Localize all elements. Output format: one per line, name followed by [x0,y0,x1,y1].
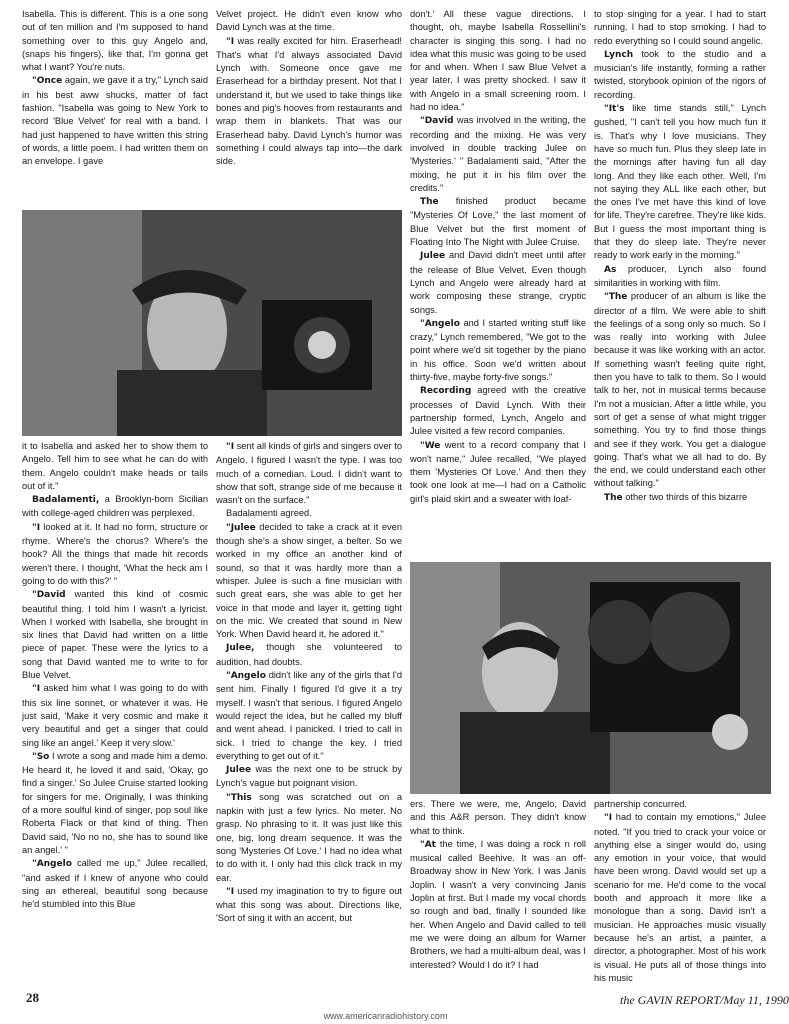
paragraph [22,682,208,749]
column-3-top [410,8,586,556]
paragraph [410,384,586,438]
paragraph [216,8,402,35]
paragraph-lead: Badalamenti, [32,495,100,506]
paragraph-text: was the next one to be struck by Lynch's vague but poignant vision. [216,764,402,789]
paragraph [594,798,766,811]
paragraph-text: to stop singing for a year. I had to start running. I had to stop smoking. I had to redo everything so I could sound angelic. [594,9,766,46]
paragraph-lead: "I [226,36,235,47]
paragraph-text: partnership concurred. [594,799,688,809]
photo-lynch-camera [22,210,402,436]
paragraph-lead: "I [604,813,613,824]
paragraph-text: Velvet project. He didn't even know who David Lynch was at the time. [216,9,402,33]
paragraph-text: the time, I was doing a rock n roll musical called Beehive. It was an off-Broadway show in New York. I was Janis Joplin. I wasn't a very convincing Janis Joplin at first. But I made my vocal chords so rough and bad, finally I sounded like her. When Angelo and David called to tell me we were doing an album for Warner Brothers, we had a multi-album deal, was I interested? Would I do it? I had [410,838,586,970]
paragraph-lead: "Angelo [32,859,72,870]
paragraph-text: again, we gave it a try," Lynch said in his best aww shucks, matter of fact fashion. "Isabella was going to New York to record 'Blue Velvet' for real with a band. I had just happened to have written this string of words, a little poem. I had written them on an envelope. I gave [22,75,208,167]
paragraph-lead: "I [226,886,235,897]
paragraph [22,8,208,74]
paragraph-lead: "I [226,442,235,452]
paragraph-lead: "I [32,522,41,533]
paragraph [410,195,586,249]
paragraph [216,35,402,169]
paragraph-text: used my imagination to try to figure out what this song was about. Directions like, 'Sort of sing it with an accent, but [216,885,402,924]
paragraph-text: decided to take a crack at it even though she's a show singer, a belter. So we worked in my office an another kind of sound, so that it was hardly more than a whisper. Julee is such a fine musician with such great ears, she was able to get her voice in that mode and layer it, getting tight on the mic. We created that sound in New York. When David heard it, he adored it." [216,521,402,640]
paragraph [22,857,208,911]
photo-smiling-camera [410,562,771,794]
paragraph-lead: "David [32,590,66,601]
paragraph-text: ers. There we were, me, Angelo, David and this A&R person. They didn't know what to think. [410,799,586,836]
paragraph-text: was involved in the writing, the recording and the mixing. He was very involved in double tracking Julee on 'Mysteries.' " Badalamenti said, "After the mixing, he put it in his film over the credits." [410,115,586,193]
paragraph-text: song was scratched out on a napkin with just a few lyrics. No meter. No grasp. No phrasing to it. It was just like this one, big, long dream sequence. It was the song 'Mysteries Of Love.' I had no idea what to do with it. I only had this click track in my ear. [216,791,402,883]
paragraph-text: wanted this kind of cosmic beautiful thing. I told him I wasn't a lyricist. When I worked with Isabella, she brought in six lines that David had written on a little piece of paper. These were the lyrics to a song that David wanted me to write to for Blue Velvet. [22,589,208,681]
paragraph-text: it to Isabella and asked her to show them to Angelo. Tell him to see what he can do with them. Angelo couldn't make heads or tails out of it." [22,441,208,491]
paragraph [216,885,402,926]
paragraph [594,263,766,291]
paragraph [594,102,766,263]
paragraph-lead: The [604,492,623,503]
paragraph [594,48,766,102]
paragraph [410,838,586,972]
column-4-bottom [594,798,766,998]
paragraph [216,521,402,642]
paragraph [410,317,586,384]
page-number: 28 [26,990,39,1005]
paragraph [22,493,208,521]
paragraph-lead: "This [226,792,252,803]
photo-smiling-camera-shapes [410,562,771,794]
paragraph [594,8,766,48]
paragraph-text: and David didn't meet until after the release of Blue Velvet. Even though Lynch and Angelo were already hard at work composing these strange, cryptic songs. [410,250,586,315]
paragraph [216,763,402,791]
paragraph-text: producer of an album is like the director of a film. We were able to shift the feelings of a song only so much. So I was really into working with Julee because it was like working with an actor. If something wasn't feeling quite right, then you have to talk to them. So I would talk to her, not in musical terms because I'm not a musician. After a little while, you sort of get a sense of what might trigger something. You try to find those things and see if they work. You get a dialogue going. That's what we all had to do. By the end, we could understand each other without talking." [594,291,766,489]
paragraph-lead: "At [420,839,436,850]
paragraph-lead: "The [604,292,628,303]
paragraph [594,290,766,490]
paragraph-text: other two thirds of this bizarre [622,491,748,502]
paragraph-text: called me up," Julee recalled, "and asked if I knew of anyone who could sing an ethereal, beautiful song because he'd stumbled into this Blue [22,858,208,910]
paragraph-text: don't.' All these vague directions. I thought, oh, maybe Isabella Rossellini's character is singing this song. I had no idea what this music was going to be used for and when. When I saw Blue Velvet a year later, I was pretty shocked. I saw it with Angelo in a small screening room. I had no idea." [410,9,586,113]
paragraph [594,491,766,505]
paragraph-lead: Julee [420,251,446,262]
column-4-top [594,8,766,556]
paragraph [410,798,586,838]
paragraph [22,750,208,857]
paragraph-text: a Brooklyn-born Sicilian with college-aged children was perplexed. [22,494,208,519]
paragraph [594,811,766,985]
running-footer: the GAVIN REPORT/May 11, 1990 [620,993,789,1007]
paragraph-lead: As [604,264,617,275]
paragraph-text: though she volunteered to audition, had doubts. [216,642,402,667]
paragraph-lead: "Once [32,76,63,87]
paragraph-text: Isabella. This is different. This is a one song out of ten million and I'm supposed to hand something over to this guy Angelo and, (snaps his fingers), like that, I'm gonna get what I want? You're nuts. [22,9,208,73]
paragraph [410,114,586,195]
paragraph-lead: "Angelo [226,671,266,682]
paragraph-lead: Recording [420,386,472,397]
paragraph-lead: Julee [226,765,252,776]
paragraph [22,588,208,682]
paragraph-lead: "Angelo [420,318,460,329]
paragraph-text: didn't like any of the girls that I'd sent him. Finally I figured I'd give it a try myself. I wasn't that serious. I figured Angelo would reject the idea, but he called my bluff and went ahead. I panicked. I tried to call in sick. I tried to change the key. I tried everything to get out of it." [216,670,402,761]
paragraph-text: had to contain my emotions," Julee noted. "If you tried to crack your voice or anything else a singer would do, using any emotion in your voice, that would have been wrong. David would set up a scenario for me. He'd come to the vocal booth and approach it more like a monologue than a song. David isn't a musician. He approaches music visually because he's an artist, a painter, a director, a photographer. Most of his work is visual. He puts all of those things into his music [594,812,766,983]
paragraph-text: finished product became "Mysteries Of Love," the last moment of Blue Velvet but the first moment of Floating Into The Night with Julee Cruise. [410,196,586,248]
paragraph-lead: "We [420,440,441,451]
paragraph [22,440,208,493]
paragraph-text: looked at it. It had no form, structure or rhyme. Where's the chorus? Where's the hook? All the things that made hit records weren't there. I thought, 'What the heck am I going to do with this?' " [22,521,208,586]
column-1-bottom [22,440,208,998]
column-1-top [22,8,208,204]
paragraph-lead: "Julee [226,522,256,533]
paragraph-text: sent all kinds of girls and singers over to Angelo. I figured I wasn't the type. I was too much of a comedian. Loud. I didn't want to show that soft, strange side of me because it wasn't on the surface." [216,441,402,506]
paragraph-lead: "So [32,751,50,762]
source-url: www.americanradiohistory.com [323,1011,448,1021]
paragraph [216,507,402,520]
paragraph-text: went to a record company that I won't name," Julee recalled, "We played them 'Mysteries Of Love.' And then they took one look at me—I had on a Catholic girl's plaid skirt and a sweater with loaf- [410,439,586,504]
column-2-top [216,8,402,204]
paragraph-text: Badalamenti agreed. [226,508,312,519]
paragraph-lead: Julee, [226,643,255,654]
paragraph [22,521,208,588]
paragraph-text: producer, Lynch also found similarities in working with film. [594,263,766,288]
paragraph-lead: "It's [604,104,625,115]
paragraph [216,440,402,507]
paragraph [410,439,586,506]
paragraph-text: agreed with the creative processes of David Lynch. With their partnership formed, Lynch, Angelo and Julee visited a few record companies. [410,385,586,437]
column-3-bottom [410,798,586,998]
paragraph-text: asked him what I was going to do with this six line sonnet, or whatever it was. He just said, 'Make it very cosmic and make it very beautiful and get a singer that could sing like an angel.' Keep it very slow.' [22,683,208,748]
paragraph-lead: "David [420,116,454,127]
paragraph [216,791,402,885]
paragraph-lead: The [420,197,439,208]
paragraph [216,641,402,669]
paragraph-text: was really excited for him. Eraserhead! That's what I'd always associated David Lynch with. Someone once gave me Eraserhead for a birthday present. Not that I understand it, but we used to take things like bones and pig's hooves from restaurants and wrap them in blankets. That was our Eraserhead baby. David Lynch's humor was something I could always tap into—the dark side. [216,35,402,167]
paragraph [22,74,208,168]
paragraph [410,249,586,316]
paragraph-lead: "I [32,684,41,695]
photo-lynch-camera-shapes [22,210,402,436]
paragraph-text: and I started writing stuff like crazy," Lynch remembered, "We got to the point where we'd sit together by the piano in his office. Soon we'd written about thirty-five, maybe forty-five songs." [410,317,586,383]
paragraph-text: took to the studio and a musician's life instantly, forming a rather twisted, storybook opinion of the rigors of recording. [594,48,766,100]
paragraph-text: I wrote a song and made him a demo. He heard it, he loved it and said, 'Okay, go find a singer.' So Julee Cruise started looking for singers for me. Originally, I was thinking of a more soulful kind of singer, pop soul like Roberta Flack or that kind of thing. Then David said, 'No no no, she has to sound like an angel.' " [22,750,209,855]
column-2-bottom [216,440,402,998]
paragraph-lead: Lynch [604,49,634,60]
paragraph [410,8,586,114]
paragraph-text: like time stands still," Lynch gushed, "I can't tell you how much fun it is. That's why I love musicians. They have so much fun. Plus they sleep late in the mornings after having fun all day long. And they like each other. Well, I'm not saying they ALL like each other, but the ones I've met have this kind of love for life. They're carefree. They're like kids. But I guess the most important thing is that they do sleep late. They're never ready to work early in the morning." [594,103,766,261]
paragraph [216,669,402,763]
